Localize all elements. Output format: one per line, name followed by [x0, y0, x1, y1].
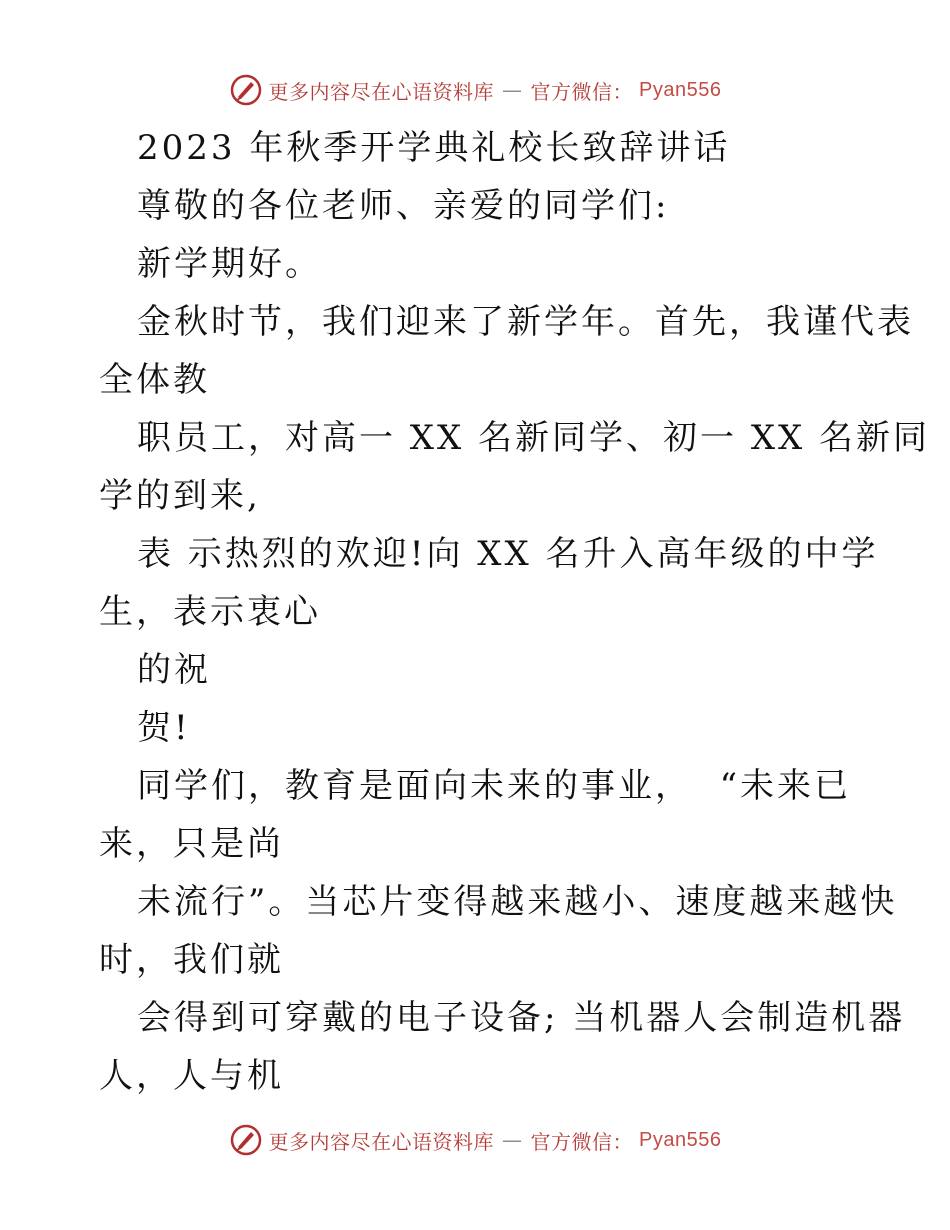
footer-watermark	[0, 1120, 950, 1160]
paragraph-line: 来，只是尚	[99, 824, 284, 864]
paragraph-line: 生，表示衷心	[99, 592, 321, 632]
paragraph-line: 贺!	[137, 708, 191, 748]
watermark-separator: —	[502, 78, 523, 102]
watermark-account: Pyan556	[639, 78, 722, 101]
paragraph-line: 未流行”。当芯片变得越来越小、速度越来越快	[137, 882, 898, 922]
paragraph-line: 同学们，教育是面向未来的事业， “未来已	[137, 766, 851, 806]
quill-seal-icon	[229, 1123, 263, 1157]
paragraph-line: 的祝	[137, 650, 211, 690]
paragraph-line: 学的到来,	[99, 476, 261, 516]
paragraph-line: 表 示热烈的欢迎!向 XX 名升入高年级的中学	[137, 534, 879, 574]
watermark-account: Pyan556	[639, 1128, 722, 1151]
paragraph-line: 职员工，对高一 XX 名新同学、初一 XX 名新同	[137, 418, 931, 458]
document-title: 2023 年秋季开学典礼校长致辞讲话	[137, 128, 731, 168]
watermark-brand-text: 更多内容尽在心语资料库	[268, 79, 495, 104]
greeting: 新学期好。	[137, 244, 322, 284]
watermark-label: 官方微信：	[530, 79, 634, 104]
paragraph-line: 人，人与机	[99, 1056, 284, 1096]
paragraph-line: 时，我们就	[99, 940, 284, 980]
salutation: 尊敬的各位老师、亲爱的同学们:	[137, 186, 670, 226]
paragraph-line: 全体教	[99, 360, 210, 400]
watermark-separator: —	[502, 1128, 523, 1152]
watermark-brand-text: 更多内容尽在心语资料库	[268, 1129, 495, 1154]
paragraph-line: 金秋时节，我们迎来了新学年。首先，我谨代表	[137, 302, 914, 342]
paragraph-line: 会得到可穿戴的电子设备; 当机器人会制造机器	[137, 998, 906, 1038]
watermark-label: 官方微信：	[530, 1129, 634, 1154]
